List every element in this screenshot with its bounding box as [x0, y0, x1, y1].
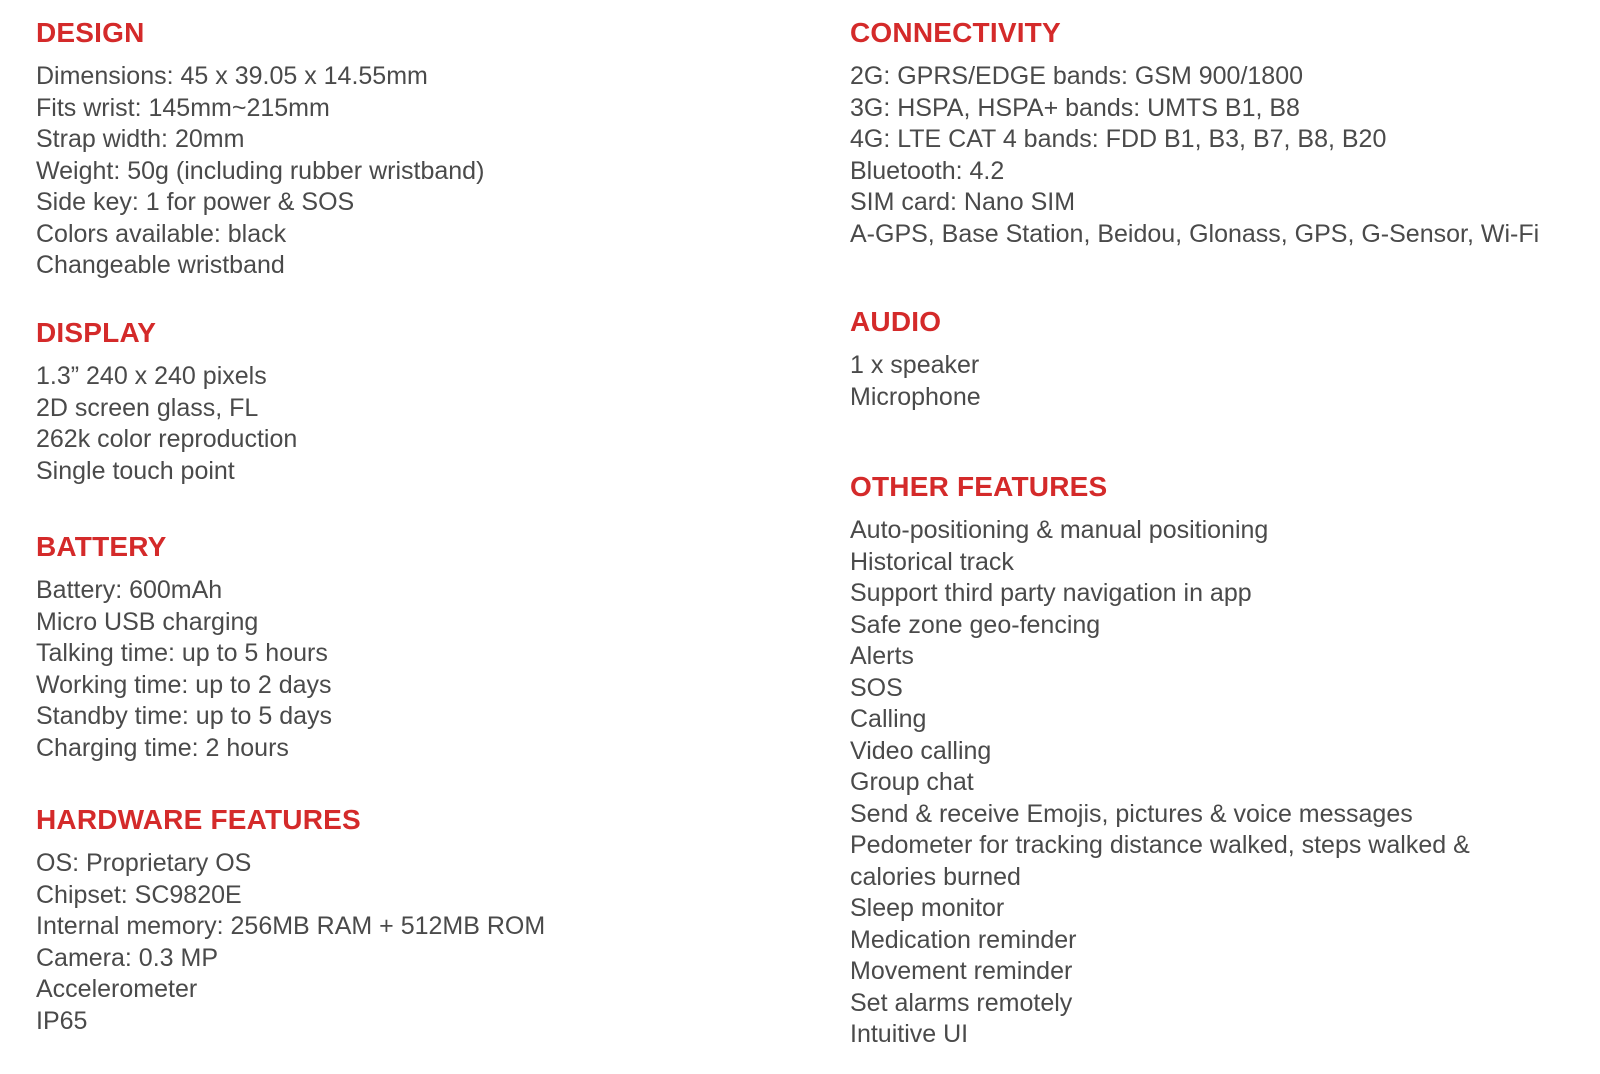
hardware-list: [36, 848, 796, 1037]
list-item: Movement reminder: [850, 957, 1073, 985]
other-features-heading: OTHER FEATURES: [850, 471, 1108, 502]
design-heading: DESIGN: [36, 17, 145, 48]
list-item: Medication reminder: [850, 925, 1077, 954]
battery-section: [36, 532, 796, 764]
list-item: 4G: LTE CAT 4 bands: FDD B1, B3, B7, B8, B20: [850, 125, 1387, 153]
other-features-list: [850, 515, 1595, 1051]
list-item: Strap width: 20mm: [36, 125, 245, 153]
audio-list: [850, 350, 1595, 413]
display-list: [36, 361, 796, 487]
list-item: Talking time: up to 5 hours: [36, 639, 328, 667]
list-item: Support third party navigation in app: [850, 579, 1252, 607]
list-item: Single touch point: [36, 456, 235, 485]
list-item: Changeable wristband: [36, 251, 285, 279]
list-item: SIM card: Nano SIM: [850, 188, 1076, 216]
hardware-section: [36, 805, 796, 1037]
list-item: Sleep monitor: [850, 894, 1005, 922]
list-item: Alerts: [850, 642, 914, 670]
list-item: Side key: 1 for power & SOS: [36, 188, 355, 216]
design-list: [36, 61, 796, 282]
connectivity-heading: CONNECTIVITY: [850, 17, 1061, 48]
battery-heading: BATTERY: [36, 531, 167, 562]
list-item: Video calling: [850, 736, 992, 765]
list-item: Micro USB charging: [36, 607, 259, 636]
list-item: Colors available: black: [36, 219, 287, 248]
list-item: Safe zone geo-fencing: [850, 610, 1101, 639]
list-item: Weight: 50g (including rubber wristband): [36, 156, 485, 185]
list-item: Historical track: [850, 547, 1014, 576]
list-item: IP65: [36, 1006, 88, 1035]
list-item: Working time: up to 2 days: [36, 670, 332, 699]
list-item: Calling: [850, 705, 927, 733]
list-item: 1.3” 240 x 240 pixels: [36, 362, 267, 390]
hardware-heading: HARDWARE FEATURES: [36, 804, 361, 835]
design-section: [36, 18, 796, 282]
list-item: Pedometer for tracking distance walked, steps walked &: [850, 831, 1470, 859]
display-heading: DISPLAY: [36, 317, 157, 348]
list-item: Set alarms remotely: [850, 988, 1073, 1017]
list-item: Camera: 0.3 MP: [36, 943, 219, 972]
display-section: [36, 318, 796, 487]
audio-section: [850, 307, 1595, 413]
other-features-section: [850, 472, 1595, 1051]
connectivity-section: [850, 18, 1595, 250]
list-item: SOS: [850, 673, 903, 702]
list-item: Fits wrist: 145mm~215mm: [36, 93, 330, 122]
list-item: Microphone: [850, 382, 981, 411]
list-item: Standby time: up to 5 days: [36, 702, 333, 730]
list-item: Auto-positioning & manual positioning: [850, 516, 1269, 544]
list-item: Charging time: 2 hours: [36, 733, 289, 762]
list-item: Intuitive UI: [850, 1020, 969, 1048]
list-item: Accelerometer: [36, 975, 198, 1003]
list-item: Send & receive Emojis, pictures & voice messages: [850, 799, 1413, 828]
list-item: Group chat: [850, 768, 974, 796]
list-item: 3G: HSPA, HSPA+ bands: UMTS B1, B8: [850, 93, 1300, 122]
list-item: OS: Proprietary OS: [36, 849, 252, 877]
audio-heading: AUDIO: [850, 306, 942, 337]
list-item: 1 x speaker: [850, 351, 980, 379]
list-item: A-GPS, Base Station, Beidou, Glonass, GPS, G-Sensor, Wi-Fi: [850, 219, 1540, 248]
list-item: calories burned: [850, 862, 1021, 891]
list-item: 2G: GPRS/EDGE bands: GSM 900/1800: [850, 62, 1304, 90]
list-item: Battery: 600mAh: [36, 576, 223, 604]
list-item: 262k color reproduction: [36, 425, 298, 453]
battery-list: [36, 575, 796, 764]
connectivity-list: [850, 61, 1595, 250]
list-item: 2D screen glass, FL: [36, 393, 259, 422]
list-item: Bluetooth: 4.2: [850, 156, 1005, 185]
list-item: Internal memory: 256MB RAM + 512MB ROM: [36, 912, 546, 940]
list-item: Chipset: SC9820E: [36, 880, 242, 909]
list-item: Dimensions: 45 x 39.05 x 14.55mm: [36, 62, 428, 90]
